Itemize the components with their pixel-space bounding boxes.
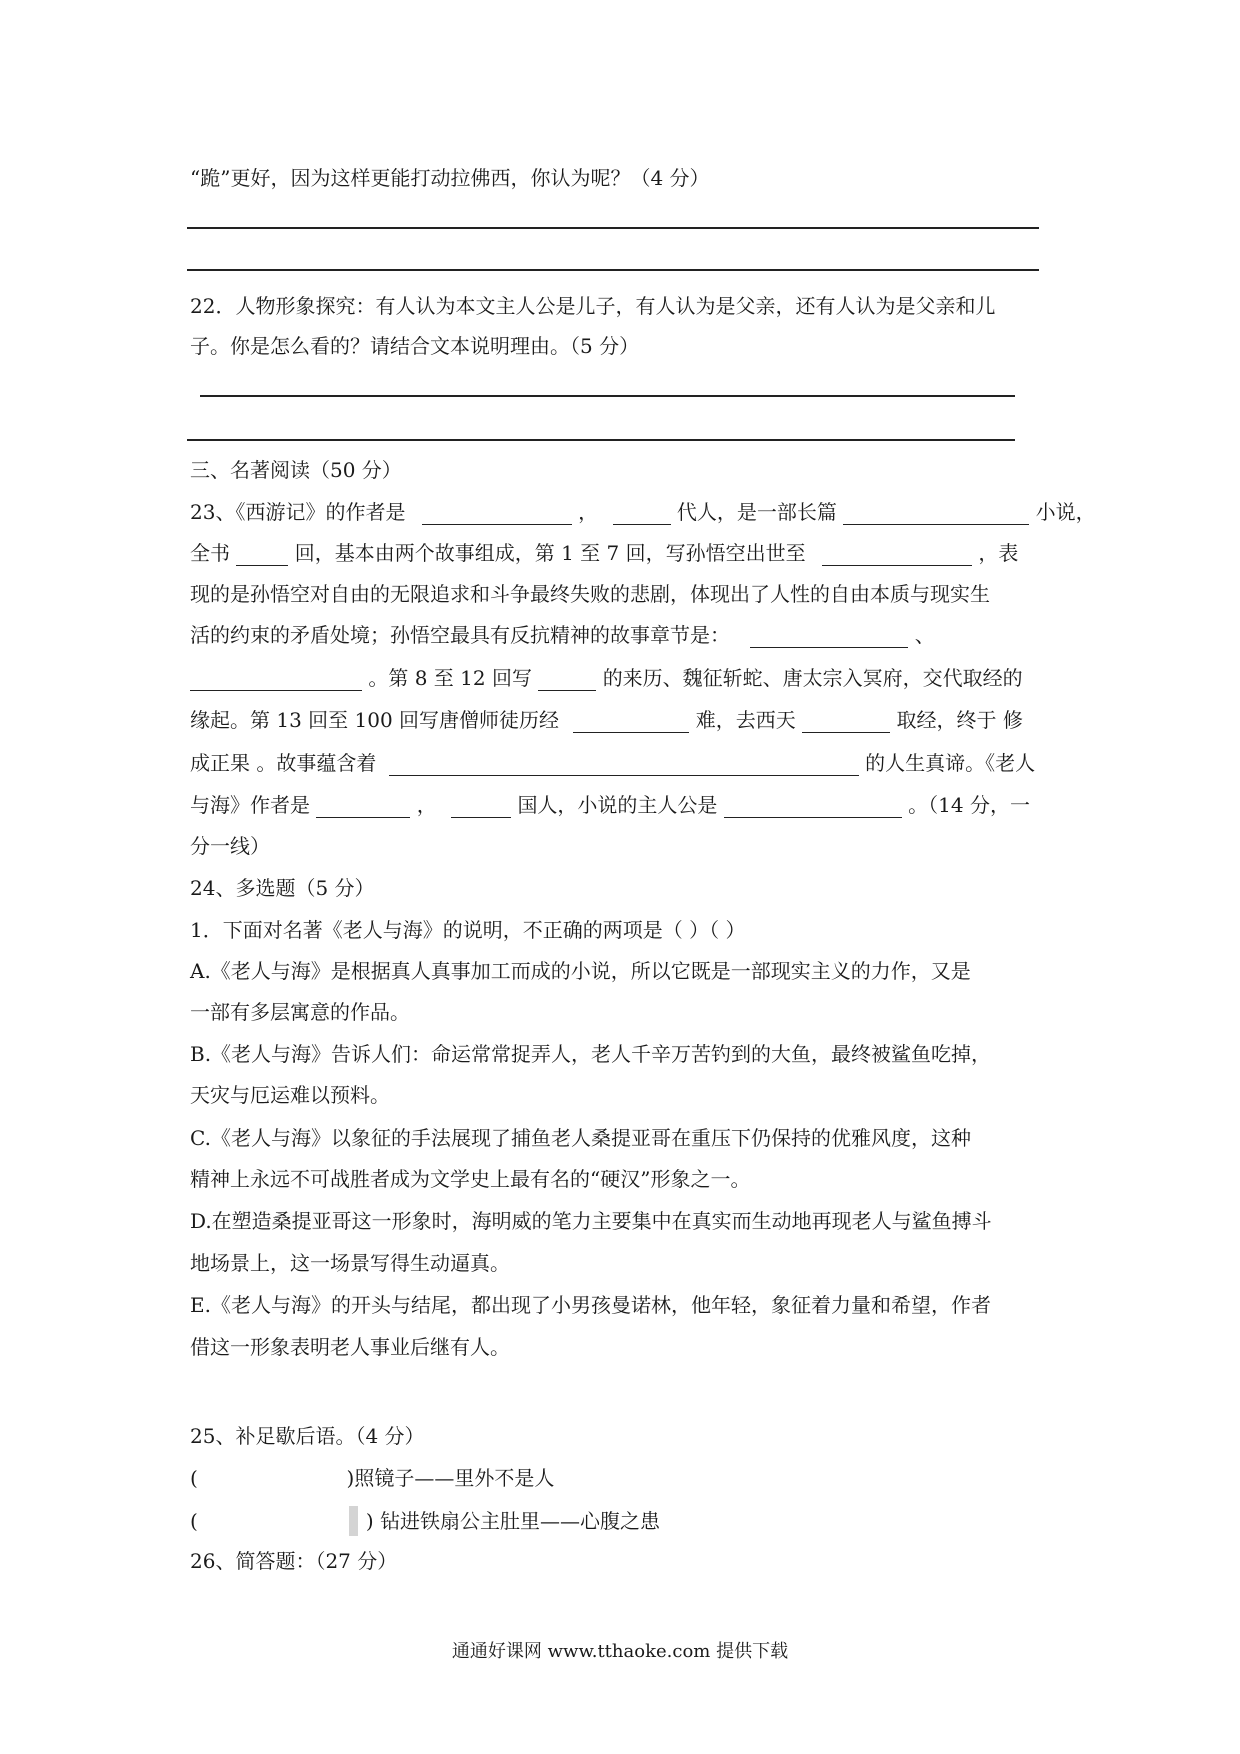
option-d-line-1: D.在塑造桑提亚哥这一形象时，海明威的笔力主要集中在真实而生动地再现老人与鲨鱼搏斗 — [190, 1209, 992, 1233]
q23-line-6: 缘起。第 13 回至 100 回写唐僧师徒历经 难，去西天 取经，终于 修 — [190, 708, 1023, 732]
option-d-line-2: 地场景上，这一场景写得生动逼真。 — [190, 1251, 510, 1275]
option-b-line-1: B.《老人与海》告诉人们：命运常常捉弄人，老人千辛万苦钓到的大鱼，最终被鲨鱼吃掉， — [190, 1042, 992, 1066]
q26-heading: 26、简答题：（27 分） — [190, 1549, 398, 1573]
fill-blank[interactable] — [389, 751, 859, 776]
fill-blank[interactable] — [190, 666, 362, 691]
option-e-line-2: 借这一形象表明老人事业后继有人。 — [190, 1335, 510, 1359]
q23-line-9: 分一线） — [190, 834, 270, 858]
q24-stem: 1．下面对名著《老人与海》的说明，不正确的两项是（ ）（ ） — [190, 918, 746, 942]
q23-line-3: 现的是孙悟空对自由的无限追求和斗争最终失败的悲剧，体现出了人性的自由本质与现实生 — [190, 582, 990, 606]
q23-line-2: 全书 回，基本由两个故事组成，第 1 至 7 回，写孙悟空出世至 ，表 — [190, 541, 1019, 565]
answer-line — [187, 269, 1039, 271]
fill-blank[interactable] — [613, 500, 671, 525]
q21-tail: “跪”更好，因为这样更能打动拉佛西，你认为呢？（4 分） — [190, 166, 710, 190]
fill-blank[interactable] — [724, 793, 902, 818]
q24-heading: 24、多选题（5 分） — [190, 876, 375, 900]
option-e-line-1: E.《老人与海》的开头与结尾，都出现了小男孩曼诺林，他年轻，象征着力量和希望，作者 — [190, 1293, 991, 1317]
fill-blank[interactable] — [822, 541, 972, 566]
option-a-line-1: A.《老人与海》是根据真人真事加工而成的小说，所以它既是一部现实主义的力作，又是 — [190, 959, 971, 983]
q22-line-2: 子。你是怎么看的？请结合文本说明理由。（5 分） — [190, 334, 640, 358]
answer-line — [200, 395, 1015, 397]
scan-mark — [349, 1506, 358, 1536]
answer-line — [187, 227, 1039, 229]
page-footer: 通通好课网 www.tthaoke.com 提供下载 — [451, 1641, 789, 1662]
option-c-line-1: C.《老人与海》以象征的手法展现了捕鱼老人桑提亚哥在重压下仍保持的优雅风度，这种 — [190, 1126, 971, 1150]
q25-heading: 25、补足歇后语。（4 分） — [190, 1424, 425, 1448]
q23-line-4: 活的约束的矛盾处境；孙悟空最具有反抗精神的故事章节是： 、 — [190, 623, 935, 647]
option-b-line-2: 天灾与厄运难以预料。 — [190, 1083, 390, 1107]
option-a-line-2: 一部有多层寓意的作品。 — [190, 1000, 410, 1024]
fill-blank[interactable] — [843, 500, 1029, 525]
fill-blank[interactable] — [538, 666, 596, 691]
fill-blank[interactable] — [316, 793, 410, 818]
q23-line-7: 成正果 。故事蕴含着 的人生真谛。《老人 — [190, 751, 1036, 775]
fill-blank[interactable] — [802, 708, 890, 733]
fill-blank[interactable] — [573, 708, 689, 733]
q23-line-8: 与海》作者是 ， 国人，小说的主人公是 。（14 分，一 — [190, 793, 1030, 817]
q22-line-1: 22．人物形象探究：有人认为本文主人公是儿子，有人认为是父亲，还有人认为是父亲和儿 — [190, 294, 996, 318]
q23-line-1: 23、《西游记》的作者是 ， 代人，是一部长篇 小说， — [190, 500, 1096, 524]
answer-line — [187, 439, 1015, 441]
q23-line-5: 。第 8 至 12 回写 的来历、魏征斩蛇、唐太宗入冥府，交代取经的 — [190, 664, 1023, 692]
option-c-line-2: 精神上永远不可战胜者成为文学史上最有名的“硬汉”形象之一。 — [190, 1167, 751, 1191]
fill-blank[interactable] — [451, 793, 511, 818]
q25-item-2: ( ) 钻进铁扇公主肚里——心腹之患 — [190, 1506, 660, 1534]
fill-blank[interactable] — [236, 541, 288, 566]
q25-item-1: ( )照镜子——里外不是人 — [190, 1466, 555, 1490]
fill-blank[interactable] — [750, 623, 908, 648]
section-heading: 三、名著阅读（50 分） — [190, 458, 402, 482]
fill-blank[interactable] — [422, 500, 572, 525]
